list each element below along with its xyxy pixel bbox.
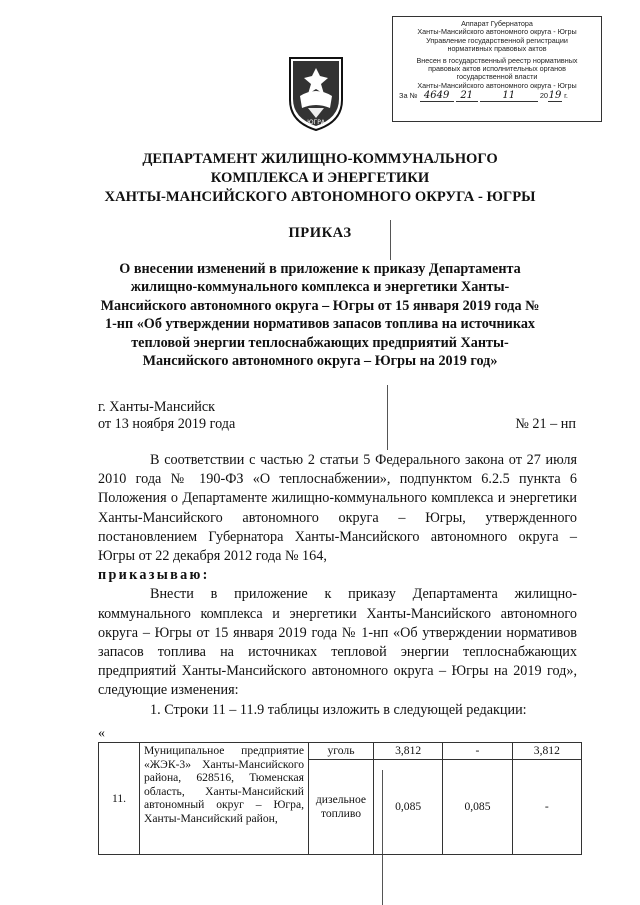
stamp-reg-prefix: За № bbox=[399, 91, 418, 101]
stamp-line: правовых актов исполнительных органов bbox=[428, 64, 566, 74]
table-cell: 3,812 bbox=[374, 743, 443, 760]
stamp-line: нормативных правовых актов bbox=[447, 44, 547, 54]
stamp-reg-number: 4649 bbox=[420, 92, 454, 101]
table-cell: 0,085 bbox=[443, 760, 512, 855]
department-line: ДЕПАРТАМЕНТ ЖИЛИЩНО-КОММУНАЛЬНОГО bbox=[142, 151, 498, 167]
fuel-type: уголь bbox=[309, 743, 374, 760]
stamp-line: государственной власти bbox=[456, 72, 538, 82]
department-heading bbox=[40, 150, 600, 207]
emblem-label: ЮГРА bbox=[307, 119, 325, 126]
table-cell: - bbox=[443, 743, 512, 760]
department-line: КОМПЛЕКСА И ЭНЕРГЕТИКИ bbox=[210, 170, 430, 186]
preamble-text: В соответствии с частью 2 статьи 5 Федерального закона от 27 июля 2010 года № 190-ФЗ «О теплоснабжении», подпунктом 6.2.5 пункта 6 Положения о Департаменте жилищно-коммунального комплекса и энергетики Ханты-Мансийского автономного округа – Югры, утвержденного постановлением Губернатора Ханты-Мансийского автономного округа – Югры от 22 декабря 2012 года № 164, bbox=[98, 452, 577, 565]
enterprise-name: Муниципальное предприятие «ЖЭК-3» Ханты-Мансийского района, 628516, Тюменская область, Ханты-Мансийский автономный округ – Югра, Ханты-Мансийский район, bbox=[140, 743, 309, 855]
stamp-year: 19 bbox=[548, 90, 562, 102]
coat-of-arms-emblem bbox=[286, 56, 346, 132]
order-body bbox=[98, 451, 577, 720]
stamp-month: 11 bbox=[480, 92, 538, 101]
stamp-suffix: г. bbox=[564, 91, 568, 101]
table-cell: - bbox=[512, 760, 581, 855]
change-paragraph: Внести в приложение к приказу Департамента жилищно-коммунального комплекса и энергетики Ханты-Мансийского автономного округа – Югры от 15 января 2019 года № 1-нп «Об утверждении нормативов запасов топлива на источниках тепловой энергии теплоснабжающих предприятий Ханты-Мансийского автономного округа – Югры на 2019 год», следующие изменения: bbox=[98, 586, 577, 699]
stamp-year-prefix: 20 bbox=[539, 91, 549, 101]
order-number: № 21 – нп bbox=[515, 416, 576, 432]
stamp-line: Ханты-Мансийского автономного округа - Югры bbox=[417, 80, 577, 90]
table-cell: 0,085 bbox=[374, 760, 443, 855]
stamp-line: Внесен в государственный реестр нормативных bbox=[416, 55, 578, 65]
item-paragraph: 1. Строки 11 – 11.9 таблицы изложить в следующей редакции: bbox=[150, 701, 527, 718]
order-date: от 13 ноября 2019 года bbox=[98, 416, 236, 432]
stamp-line: Аппарат Губернатора bbox=[461, 19, 533, 28]
order-word: приказываю: bbox=[98, 567, 210, 584]
stamp-day: 21 bbox=[456, 92, 478, 101]
fuel-table bbox=[98, 742, 582, 855]
order-subject: О внесении изменений в приложение к приказу Департамента жилищно-коммунального комплекса и энергетики Ханты-Мансийского автономного округа – Югры от 15 января 2019 года № 1-нп «Об утверждении нормативов запасов топлива на источниках тепловой энергии теплоснабжающих предприятий Ханты-Мансийского автономного округа – Югры на 2019 год» bbox=[100, 261, 540, 370]
city: г. Ханты-Мансийск bbox=[98, 399, 216, 415]
preamble-paragraph bbox=[98, 451, 577, 566]
registration-stamp bbox=[392, 16, 602, 122]
order-title: ПРИКАЗ bbox=[288, 225, 352, 241]
department-line: ХАНТЫ-МАНСИЙСКОГО АВТОНОМНОГО ОКРУГА - ЮГРЫ bbox=[104, 189, 536, 205]
scan-line bbox=[387, 385, 388, 450]
stamp-line: Управление государственной регистрации bbox=[426, 35, 568, 45]
quote-open: « bbox=[98, 726, 105, 741]
row-number: 11. bbox=[99, 743, 140, 855]
table-row bbox=[99, 743, 582, 760]
stamp-line: Ханты-Мансийского автономного округа - Югры bbox=[417, 27, 577, 37]
table-cell: 3,812 bbox=[512, 743, 581, 760]
fuel-type: дизельное топливо bbox=[309, 760, 374, 855]
stamp-registration bbox=[399, 92, 595, 101]
